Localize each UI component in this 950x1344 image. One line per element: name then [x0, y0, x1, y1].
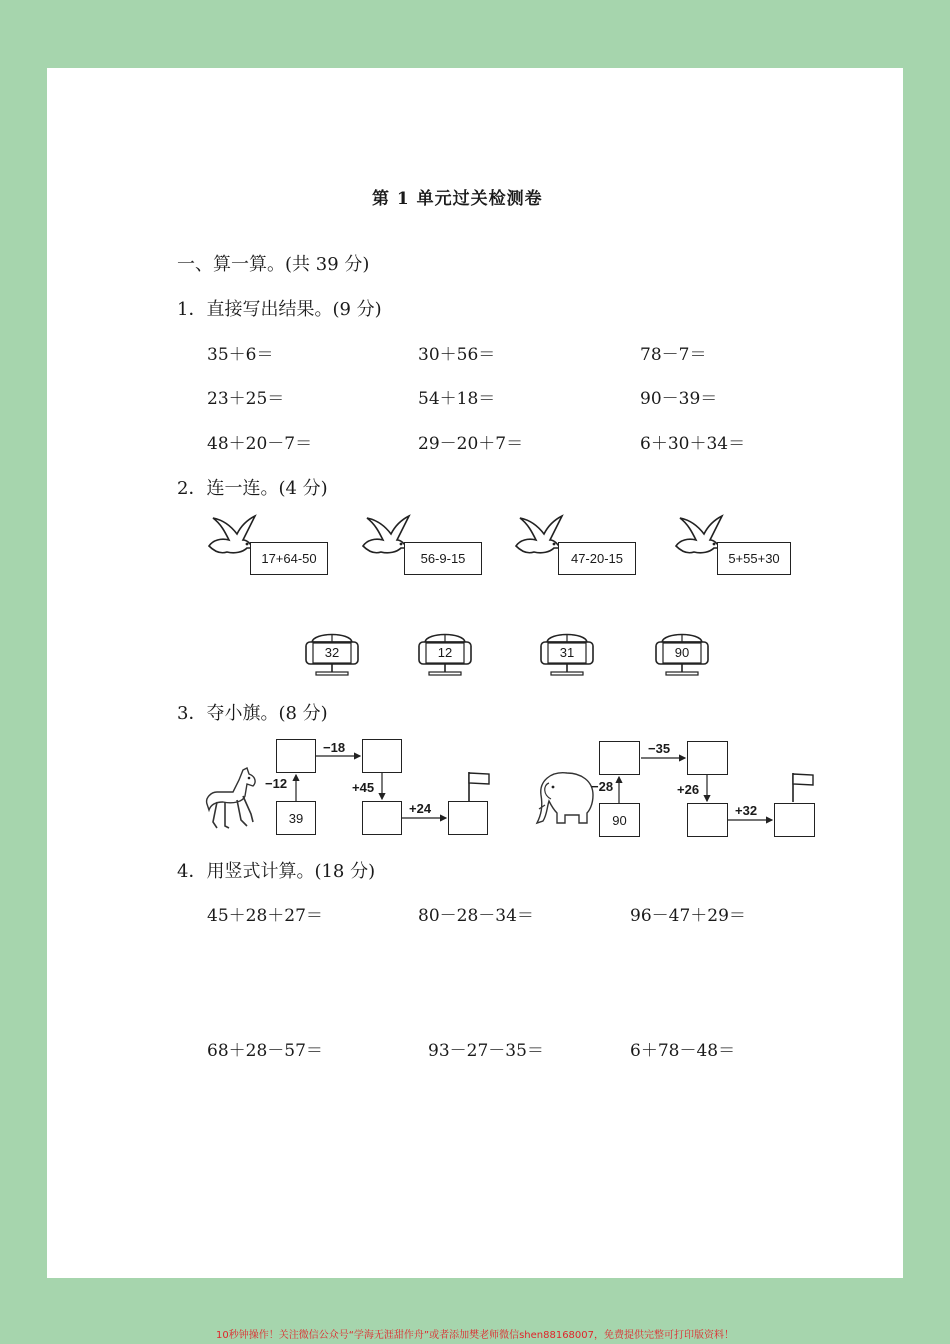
q4-heading: 4．用竖式计算。(18 分)	[177, 861, 376, 882]
expression-card[interactable]: 5+55+30	[717, 542, 791, 575]
expression-card[interactable]: 17+64-50	[250, 542, 328, 575]
flow-box-empty[interactable]	[687, 803, 728, 837]
q1-item: 48＋20－7＝	[207, 434, 313, 454]
q1-item: 90－39＝	[640, 389, 718, 409]
q1-item: 23＋25＝	[207, 389, 285, 409]
q3-heading: 3．夺小旗。(8 分)	[177, 703, 328, 724]
q2-heading: 2．连一连。(4 分)	[177, 478, 328, 499]
birdhouse-number: 31	[559, 645, 575, 660]
flow-start-box: 39	[276, 801, 316, 835]
flow-start-box: 90	[599, 803, 640, 837]
flow-box-empty[interactable]	[774, 803, 815, 837]
birdhouse-number: 90	[674, 645, 690, 660]
section-1-heading: 一、算一算。(共 39 分)	[177, 254, 370, 275]
flow-op-label: +24	[409, 801, 432, 816]
flow-op-label: −35	[648, 741, 671, 756]
q4-item: 45＋28＋27＝	[207, 906, 323, 926]
flow-op-label: −12	[265, 776, 288, 791]
flag-icon	[789, 771, 817, 803]
q4-item: 68＋28－57＝	[207, 1041, 323, 1061]
q1-item: 54＋18＝	[418, 389, 496, 409]
flow-op-label: +26	[677, 782, 700, 797]
promo-footer: 10秒钟操作！关注微信公众号“学海无涯甜作舟”或者添加樊老师微信shen88168007，免费提供完整可打印版资料！	[215, 1330, 735, 1341]
expression-card[interactable]: 47-20-15	[558, 542, 636, 575]
q1-item: 29－20＋7＝	[418, 434, 524, 454]
q4-item: 93－27－35＝	[428, 1041, 544, 1061]
q1-item: 6＋30＋34＝	[640, 434, 746, 454]
flow-op-label: −18	[323, 740, 346, 755]
flag-icon	[465, 770, 493, 802]
flow-op-label: +32	[735, 803, 758, 818]
q1-heading: 1．直接写出结果。(9 分)	[177, 299, 382, 320]
birdhouse-number: 32	[324, 645, 340, 660]
page-title: 第 1 单元过关检测卷	[372, 189, 543, 209]
flow-op-label: +45	[352, 780, 375, 795]
worksheet-page	[47, 68, 903, 1278]
birdhouse-number: 12	[437, 645, 453, 660]
q4-item: 80－28－34＝	[418, 906, 534, 926]
expression-card[interactable]: 56-9-15	[404, 542, 482, 575]
elephant-icon	[531, 765, 599, 827]
q1-item: 30＋56＝	[418, 345, 496, 365]
q4-item: 6＋78－48＝	[630, 1041, 736, 1061]
flow-box-empty[interactable]	[687, 741, 728, 775]
flow-arrows	[47, 68, 903, 868]
flow-op-label: −28	[591, 779, 614, 794]
q1-item: 78－7＝	[640, 345, 707, 365]
q1-item: 35＋6＝	[207, 345, 274, 365]
q4-item: 96－47＋29＝	[630, 906, 746, 926]
flow-box-empty[interactable]	[599, 741, 640, 775]
